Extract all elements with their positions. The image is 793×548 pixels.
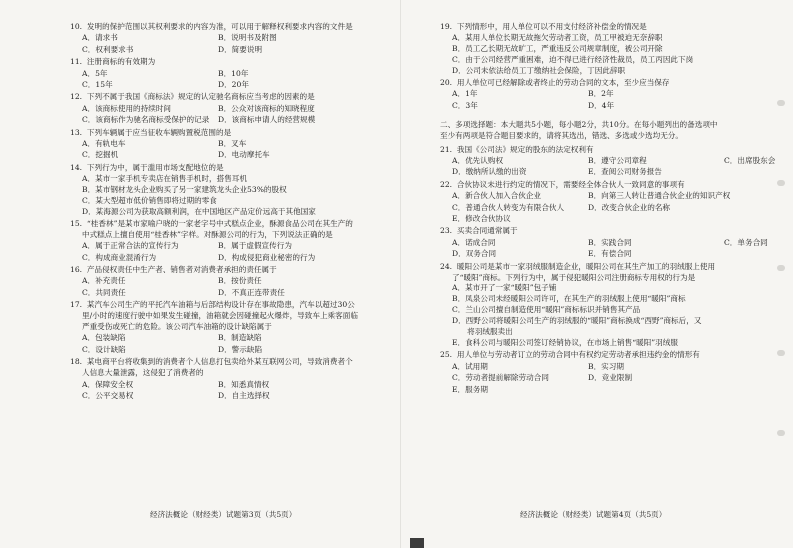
option-b: B．说明书及附图 xyxy=(218,33,277,43)
option-a: A．5年 xyxy=(82,68,108,78)
option-c: C．某大型超市低价销售即将过期的零食 xyxy=(82,195,217,205)
option-e: E．服务期 xyxy=(452,384,488,394)
option-c: C．普通合伙人转变为有限合伙人 xyxy=(452,202,565,212)
question-10 xyxy=(70,22,390,56)
option-b: B．2年 xyxy=(588,89,614,99)
option-b: B．按份责任 xyxy=(218,276,262,286)
question-stem-cont: 中式糕点上擅自使用“桂香林”字样。对酥源公司的行为，下列说法正确的是 xyxy=(82,229,333,239)
punch-hole-mark xyxy=(777,265,785,271)
option-c: C．设计缺陷 xyxy=(82,344,126,354)
question-25 xyxy=(440,350,770,395)
option-a: A．属于正常合法的宣传行为 xyxy=(82,241,179,251)
option-c: C．兰山公司擅自制造使用“暖阳”商标标识并销售其产品 xyxy=(452,305,641,315)
option-c: C．出席股东会 xyxy=(724,155,776,165)
option-d-cont: 将羽绒服卖出 xyxy=(452,327,513,337)
option-c: C．公平交易权 xyxy=(82,391,134,400)
option-a: A．诺成合同 xyxy=(452,237,496,247)
option-a: A．新合伙人加入合伙企业 xyxy=(452,191,542,201)
option-d: D．缴纳所认缴的出资 xyxy=(452,167,527,177)
question-stem: 16. 产品侵权责任中生产者、销售者对消费者承担的责任属于 xyxy=(70,265,277,275)
left-page-footer: 经济法概论（财经类）试题第3页（共5页） xyxy=(150,510,297,519)
option-a: A．有轨电车 xyxy=(82,139,126,149)
option-d: D．警示缺陷 xyxy=(218,344,263,354)
question-stem: 23. 买卖合同通常属于 xyxy=(440,226,518,236)
section-title-cont: 至少有两项是符合题目要求的，请将其选出，错选、多选或少选均无分。 xyxy=(440,130,683,140)
option-e: E．有偿合同 xyxy=(588,249,632,259)
punch-hole-mark xyxy=(777,350,785,356)
option-a: A．1年 xyxy=(452,89,478,99)
option-b: B．实践合同 xyxy=(588,237,632,247)
option-a: A．试用期 xyxy=(452,361,488,371)
question-11 xyxy=(70,57,390,91)
section-heading xyxy=(440,120,770,142)
option-a: A．某市开了一家“暖阳”包子铺 xyxy=(452,283,557,293)
scanner-tab-mark xyxy=(410,538,424,548)
option-e: E．查阅公司财务报告 xyxy=(588,167,662,177)
question-stem: 20. 用人单位可已经解除或者终止的劳动合同的文本，至少应当保存 xyxy=(440,78,670,88)
option-e: E．食科公司与暖阳公司签订经销协议，在市场上销售“暖阳”羽绒服 xyxy=(452,337,678,347)
option-b: B．制造缺陷 xyxy=(218,333,262,343)
option-c: C．该商标作为驰名商标受保护的记录 xyxy=(82,115,210,125)
option-c: C．共同责任 xyxy=(82,287,126,297)
option-d: D．简要说明 xyxy=(218,44,263,54)
option-d: D．不真正连带责任 xyxy=(218,287,285,297)
option-b: B．某市钢材龙头企业购买了另一家建筑龙头企业53%的股权 xyxy=(82,184,287,194)
question-12 xyxy=(70,92,390,126)
question-17 xyxy=(70,300,390,356)
question-stem: 14. 下列行为中，属于滥用市场支配地位的是 xyxy=(70,162,224,172)
option-b: B．凤泉公司未经暖阳公司许可，在其生产的羽绒服上使用“暖阳”商标 xyxy=(452,294,686,304)
option-d: D．公司未依法给员工丁缴纳社会保险，丁因此辞职 xyxy=(452,65,626,75)
option-d: D．自主选择权 xyxy=(218,391,270,400)
punch-hole-mark xyxy=(777,100,785,106)
option-a: A．保障安全权 xyxy=(82,379,134,389)
question-stem: 13. 下列车辆属于应当征收车辆购置税范围的是 xyxy=(70,127,232,137)
question-stem-cont: 严重受伤或死亡的危险。该公司汽车油箱的设计缺陷属于 xyxy=(82,322,272,332)
question-stem: 25. 用人单位与劳动者订立的劳动合同中有权约定劳动者承担违约金的情形有 xyxy=(440,350,700,360)
option-d: D．4年 xyxy=(588,100,615,110)
option-d: D．20年 xyxy=(218,80,249,90)
question-14 xyxy=(70,163,390,218)
option-e: E．修改合伙协议 xyxy=(452,214,511,223)
option-c: C．挖掘机 xyxy=(82,150,119,160)
punch-hole-mark xyxy=(777,180,785,186)
question-stem: 22. 合伙协议未进行约定的情况下，需要经全体合伙人一致同意的事项有 xyxy=(440,179,685,189)
option-c: C．3年 xyxy=(452,100,478,110)
question-16 xyxy=(70,265,390,299)
option-c: C．由于公司经营严重困难，迫不得已进行经济性裁员，员工丙因此下岗 xyxy=(452,54,694,64)
left-page xyxy=(70,22,390,403)
question-stem: 19. 下列情形中，用人单位可以不用支付经济补偿金的情况是 xyxy=(440,22,647,31)
question-23 xyxy=(440,226,770,260)
option-b: B．10年 xyxy=(218,68,249,78)
option-d: D．竞业限制 xyxy=(588,373,633,383)
option-b: B．知悉真情权 xyxy=(218,379,270,389)
question-stem: 21. 我国《公司法》规定的股东的法定权利有 xyxy=(440,144,594,154)
question-stem: 12. 下列不属于我国《商标法》规定的认定驰名商标应当考虑的因素的是 xyxy=(70,92,315,102)
question-stem-cont: 人信息大量泄露，这侵犯了消费者的 xyxy=(82,368,204,378)
section-title: 二、多项选择题：本大题共5小题，每小题2分，共10分。在每小题列出的备选项中 xyxy=(440,119,718,129)
question-stem: 10. 发明的保护范围以其权利要求的内容为准，可以用于解释权利要求内容的文件是 xyxy=(70,22,353,31)
option-d: D．该商标申请人的经营规模 xyxy=(218,115,316,125)
question-stem: 24. 暖阳公司是某市一家羽绒服制造企业，暖阳公司在其生产加工的羽绒服上使用 xyxy=(440,261,716,271)
option-c: C．15年 xyxy=(82,80,113,90)
question-22 xyxy=(440,180,770,225)
question-stem-cont: 里/小时的速度行驶中如果发生碰撞，油箱就会因碰撞起火爆炸，导致车上乘客面临 xyxy=(82,311,358,321)
option-c: C．构成商业混淆行为 xyxy=(82,252,157,262)
option-b: B．员工乙长期无故旷工，严重违反公司规章制度，被公司开除 xyxy=(452,43,663,53)
option-c: C．权利要求书 xyxy=(82,44,134,54)
option-d: D．构成侵犯商业秘密的行为 xyxy=(218,252,316,262)
option-b: B．向第三人转让普通合伙企业的知识产权 xyxy=(588,191,731,201)
option-a: A．优先认购权 xyxy=(452,155,504,165)
question-stem: 15. “桂香林”是某市家喻户晓的一家老字号中式糕点企业，酥源食品公司在其生产的 xyxy=(70,218,353,228)
option-b: B．叉车 xyxy=(218,139,247,149)
question-21 xyxy=(440,144,776,179)
option-b: B．属于虚假宣传行为 xyxy=(218,241,292,251)
option-d: D．双务合同 xyxy=(452,249,497,259)
option-b: B．遵守公司章程 xyxy=(588,155,647,165)
option-a: A．包装缺陷 xyxy=(82,333,126,343)
question-stem-cont: 了“暖阳”商标。下列行为中，属于侵犯暖阳公司注册商标专用权的行为是 xyxy=(452,272,696,282)
question-20 xyxy=(440,78,770,112)
right-page-footer: 经济法概论（财经类）试题第4页（共5页） xyxy=(520,510,667,519)
option-b: B．实习期 xyxy=(588,361,624,371)
option-a: A．请求书 xyxy=(82,33,118,43)
option-d: D．西野公司将暖阳公司生产的羽绒服的“暖阳”商标换成“西野”商标后，又 xyxy=(452,316,702,326)
option-d: D．电动摩托车 xyxy=(218,150,270,160)
option-a: A．该商标使用的持续时间 xyxy=(82,103,172,113)
punch-hole-mark xyxy=(777,430,785,436)
question-15 xyxy=(70,219,390,264)
question-stem: 11. 注册商标的有效期为 xyxy=(70,57,156,67)
option-d: D．改变合伙企业的名称 xyxy=(588,202,671,212)
question-stem: 17. 某汽车公司生产的平托汽车油箱与后部结构设计存在事故隐患，汽车以超过30公 xyxy=(70,300,355,310)
option-a: A．补充责任 xyxy=(82,276,126,286)
option-c: C．劳动者提前解除劳动合同 xyxy=(452,373,549,383)
question-19 xyxy=(440,22,770,77)
page-divider xyxy=(400,0,401,548)
right-page xyxy=(440,22,776,397)
option-a: A．某用人单位长期无故拖欠劳动者工资，员工甲被迫无奈辞职 xyxy=(452,32,663,42)
option-a: A．某市一家手机专卖店在销售手机时，搭售耳机 xyxy=(82,173,247,183)
question-18 xyxy=(70,357,390,402)
question-stem: 18. 某电商平台将收集到的消费者个人信息打包卖给外某互联网公司，导致消费者个 xyxy=(70,357,353,367)
option-b: B．公众对该商标的知晓程度 xyxy=(218,103,315,113)
question-13 xyxy=(70,128,390,162)
option-c: C．单务合同 xyxy=(724,237,768,247)
question-24 xyxy=(440,262,770,349)
option-d: D．某海源公司为获取高额利润，在中国地区产品定价远高于其他国家 xyxy=(82,206,316,216)
